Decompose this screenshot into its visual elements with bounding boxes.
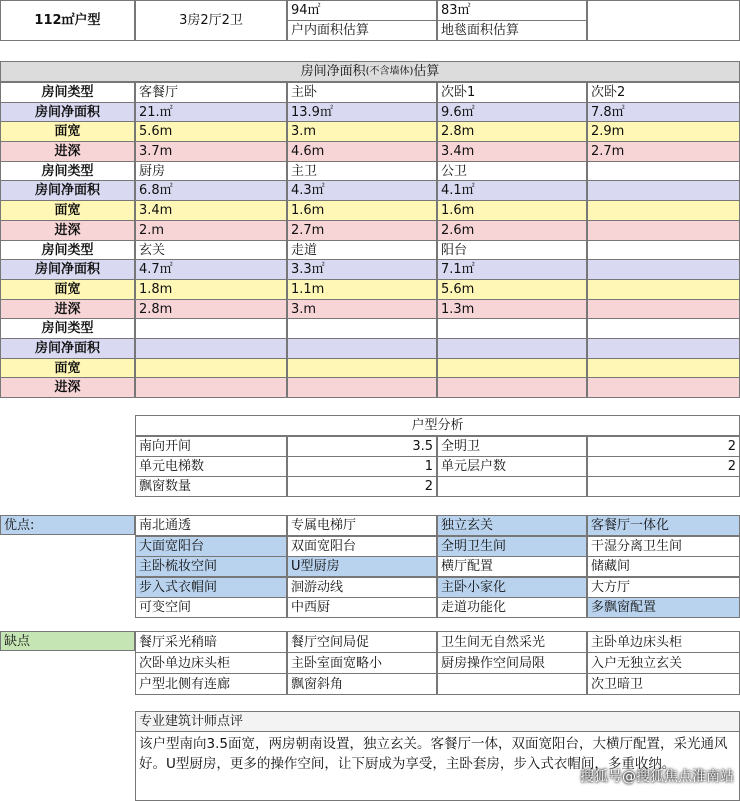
depth-cell: 3.4m: [437, 141, 587, 162]
analysis-label: 飘窗数量: [135, 476, 287, 497]
net-area-cell: [587, 338, 740, 359]
net-area-cell: 4.3㎡: [287, 180, 437, 201]
con-item: 次卧单边床头柜: [135, 652, 287, 674]
con-item: 餐厅采光稍暗: [135, 631, 287, 653]
row-label-room-type: 房间类型: [0, 82, 135, 103]
row-label-width: 面宽: [0, 358, 135, 378]
review-title: 专业建筑计师点评: [135, 711, 740, 732]
row-label-depth: 进深: [0, 220, 135, 241]
depth-cell: 2.7m: [587, 141, 740, 162]
pro-item: U型厨房: [287, 556, 437, 577]
depth-cell: [135, 377, 287, 398]
net-area-title-tail: 估算: [413, 64, 440, 79]
analysis-label: 南向开间: [135, 436, 287, 457]
row-label-room-type: 房间类型: [0, 161, 135, 181]
room-type-cell: [437, 318, 587, 339]
row-label-room-type: 房间类型: [0, 318, 135, 339]
width-cell: [587, 279, 740, 300]
net-area-title-note: (不含墙体): [365, 65, 414, 77]
width-cell: 5.6m: [135, 121, 287, 142]
net-area-cell: [437, 338, 587, 359]
row-label-net-area: 房间净面积: [0, 259, 135, 280]
width-cell: 1.6m: [437, 200, 587, 221]
pro-item: 主卧小家化: [437, 577, 587, 598]
width-cell: [287, 358, 437, 378]
depth-cell: 2.6m: [437, 220, 587, 241]
net-area-cell: 9.6㎡: [437, 102, 587, 122]
pro-item: 多飘窗配置: [587, 597, 740, 618]
analysis-label: 全明卫: [437, 436, 587, 457]
width-cell: 3.m: [287, 121, 437, 142]
row-label-depth: 进深: [0, 141, 135, 162]
net-area-cell: [287, 338, 437, 359]
analysis-value: 2: [587, 436, 740, 457]
analysis-value: 3.5: [287, 436, 437, 457]
pro-item: 洄游动线: [287, 577, 437, 598]
pro-item: 南北通透: [135, 515, 287, 536]
net-area-cell: [135, 338, 287, 359]
pro-item: 客餐厅一体化: [587, 515, 740, 536]
con-item: 入户无独立玄关: [587, 652, 740, 674]
analysis-label: [437, 476, 587, 497]
depth-cell: 2.8m: [135, 299, 287, 319]
cons-label: 缺点: [0, 631, 135, 651]
header-empty-cell: [587, 0, 740, 41]
room-type-cell: 次卧2: [587, 82, 740, 103]
room-type-cell: 客餐厅: [135, 82, 287, 103]
pro-item: 横厅配置: [437, 556, 587, 577]
depth-cell: 3.m: [287, 299, 437, 319]
net-area-cell: [587, 259, 740, 280]
pro-item: 专属电梯厅: [287, 515, 437, 536]
net-area-cell: [587, 180, 740, 201]
pro-item: 干湿分离卫生间: [587, 536, 740, 557]
pro-item: 储藏间: [587, 556, 740, 577]
analysis-label: 单元电梯数: [135, 456, 287, 477]
width-cell: 1.8m: [135, 279, 287, 300]
net-area-cell: 21.㎡: [135, 102, 287, 122]
width-cell: 3.4m: [135, 200, 287, 221]
net-area-title: [0, 61, 740, 82]
room-type-cell: [587, 318, 740, 339]
con-item: [437, 673, 587, 695]
width-cell: 1.6m: [287, 200, 437, 221]
row-label-net-area: 房间净面积: [0, 338, 135, 359]
carpet-area-label: 地毯面积估算: [437, 20, 587, 41]
analysis-label: 单元层户数: [437, 456, 587, 477]
depth-cell: [287, 377, 437, 398]
row-label-depth: 进深: [0, 377, 135, 398]
con-item: 主卧单边床头柜: [587, 631, 740, 653]
indoor-area-label: 户内面积估算: [287, 20, 437, 41]
net-area-cell: 4.1㎡: [437, 180, 587, 201]
room-config: 3房2厅2卫: [135, 0, 287, 41]
depth-cell: 1.3m: [437, 299, 587, 319]
width-cell: 2.8m: [437, 121, 587, 142]
room-type-cell: [287, 318, 437, 339]
analysis-value: 2: [587, 456, 740, 477]
depth-cell: [587, 220, 740, 241]
indoor-area-value: 94㎡: [287, 0, 437, 21]
depth-cell: 4.6m: [287, 141, 437, 162]
room-type-cell: [135, 318, 287, 339]
width-cell: 2.9m: [587, 121, 740, 142]
con-item: 餐厅空间局促: [287, 631, 437, 653]
net-area-cell: 6.8㎡: [135, 180, 287, 201]
depth-cell: 2.7m: [287, 220, 437, 241]
con-item: 厨房操作空间局限: [437, 652, 587, 674]
review-text: 该户型南向3.5面宽，两房朝南设置，独立玄关。客餐厅一体，双面宽阳台，大横厅配置，采光通风好。U型厨房，更多的操作空间，让下厨成为享受，主卧套房，步入式衣帽间，多重收纳。: [135, 731, 740, 801]
con-item: 次卫暗卫: [587, 673, 740, 695]
pro-item: 全明卫生间: [437, 536, 587, 557]
watermark: 搜狐号@搜狐焦点淮南站: [580, 769, 734, 785]
row-label-width: 面宽: [0, 121, 135, 142]
net-area-cell: 13.9㎡: [287, 102, 437, 122]
pro-item: 主卧梳妆空间: [135, 556, 287, 577]
row-label-depth: 进深: [0, 299, 135, 319]
width-cell: [587, 200, 740, 221]
room-type-cell: 玄关: [135, 240, 287, 260]
room-type-cell: [587, 161, 740, 181]
con-item: 主卧室面宽略小: [287, 652, 437, 674]
width-cell: 5.6m: [437, 279, 587, 300]
room-type-cell: 主卧: [287, 82, 437, 103]
pro-item: 双面宽阳台: [287, 536, 437, 557]
analysis-title: 户型分析: [135, 415, 740, 436]
analysis-value: 2: [287, 476, 437, 497]
room-type-cell: 走道: [287, 240, 437, 260]
room-type-cell: 次卧1: [437, 82, 587, 103]
room-type-cell: 厨房: [135, 161, 287, 181]
depth-cell: [587, 299, 740, 319]
width-cell: 1.1m: [287, 279, 437, 300]
depth-cell: [587, 377, 740, 398]
pro-item: 中西厨: [287, 597, 437, 618]
row-label-net-area: 房间净面积: [0, 180, 135, 201]
row-label-net-area: 房间净面积: [0, 102, 135, 122]
pro-item: 走道功能化: [437, 597, 587, 618]
row-label-room-type: 房间类型: [0, 240, 135, 260]
net-area-cell: 7.1㎡: [437, 259, 587, 280]
pro-item: 步入式衣帽间: [135, 577, 287, 598]
room-type-cell: [587, 240, 740, 260]
net-area-cell: 4.7㎡: [135, 259, 287, 280]
width-cell: [437, 358, 587, 378]
room-type-cell: 主卫: [287, 161, 437, 181]
net-area-cell: 7.8㎡: [587, 102, 740, 122]
pro-item: 可变空间: [135, 597, 287, 618]
room-type-cell: 阳台: [437, 240, 587, 260]
con-item: 户型北侧有连廊: [135, 673, 287, 695]
pros-label: 优点:: [0, 515, 135, 535]
pro-item: 大方厅: [587, 577, 740, 598]
net-area-cell: 3.3㎡: [287, 259, 437, 280]
depth-cell: 2.m: [135, 220, 287, 241]
con-item: 卫生间无自然采光: [437, 631, 587, 653]
analysis-value: 1: [287, 456, 437, 477]
con-item: 飘窗斜角: [287, 673, 437, 695]
pro-item: 独立玄关: [437, 515, 587, 536]
depth-cell: [437, 377, 587, 398]
row-label-width: 面宽: [0, 200, 135, 221]
room-type-cell: 公卫: [437, 161, 587, 181]
unit-type-title: 112㎡户型: [0, 0, 135, 41]
width-cell: [135, 358, 287, 378]
width-cell: [587, 358, 740, 378]
pro-item: 大面宽阳台: [135, 536, 287, 557]
analysis-value: [587, 476, 740, 497]
carpet-area-value: 83㎡: [437, 0, 587, 21]
row-label-width: 面宽: [0, 279, 135, 300]
depth-cell: 3.7m: [135, 141, 287, 162]
net-area-title-main: 房间净面积: [300, 64, 366, 79]
